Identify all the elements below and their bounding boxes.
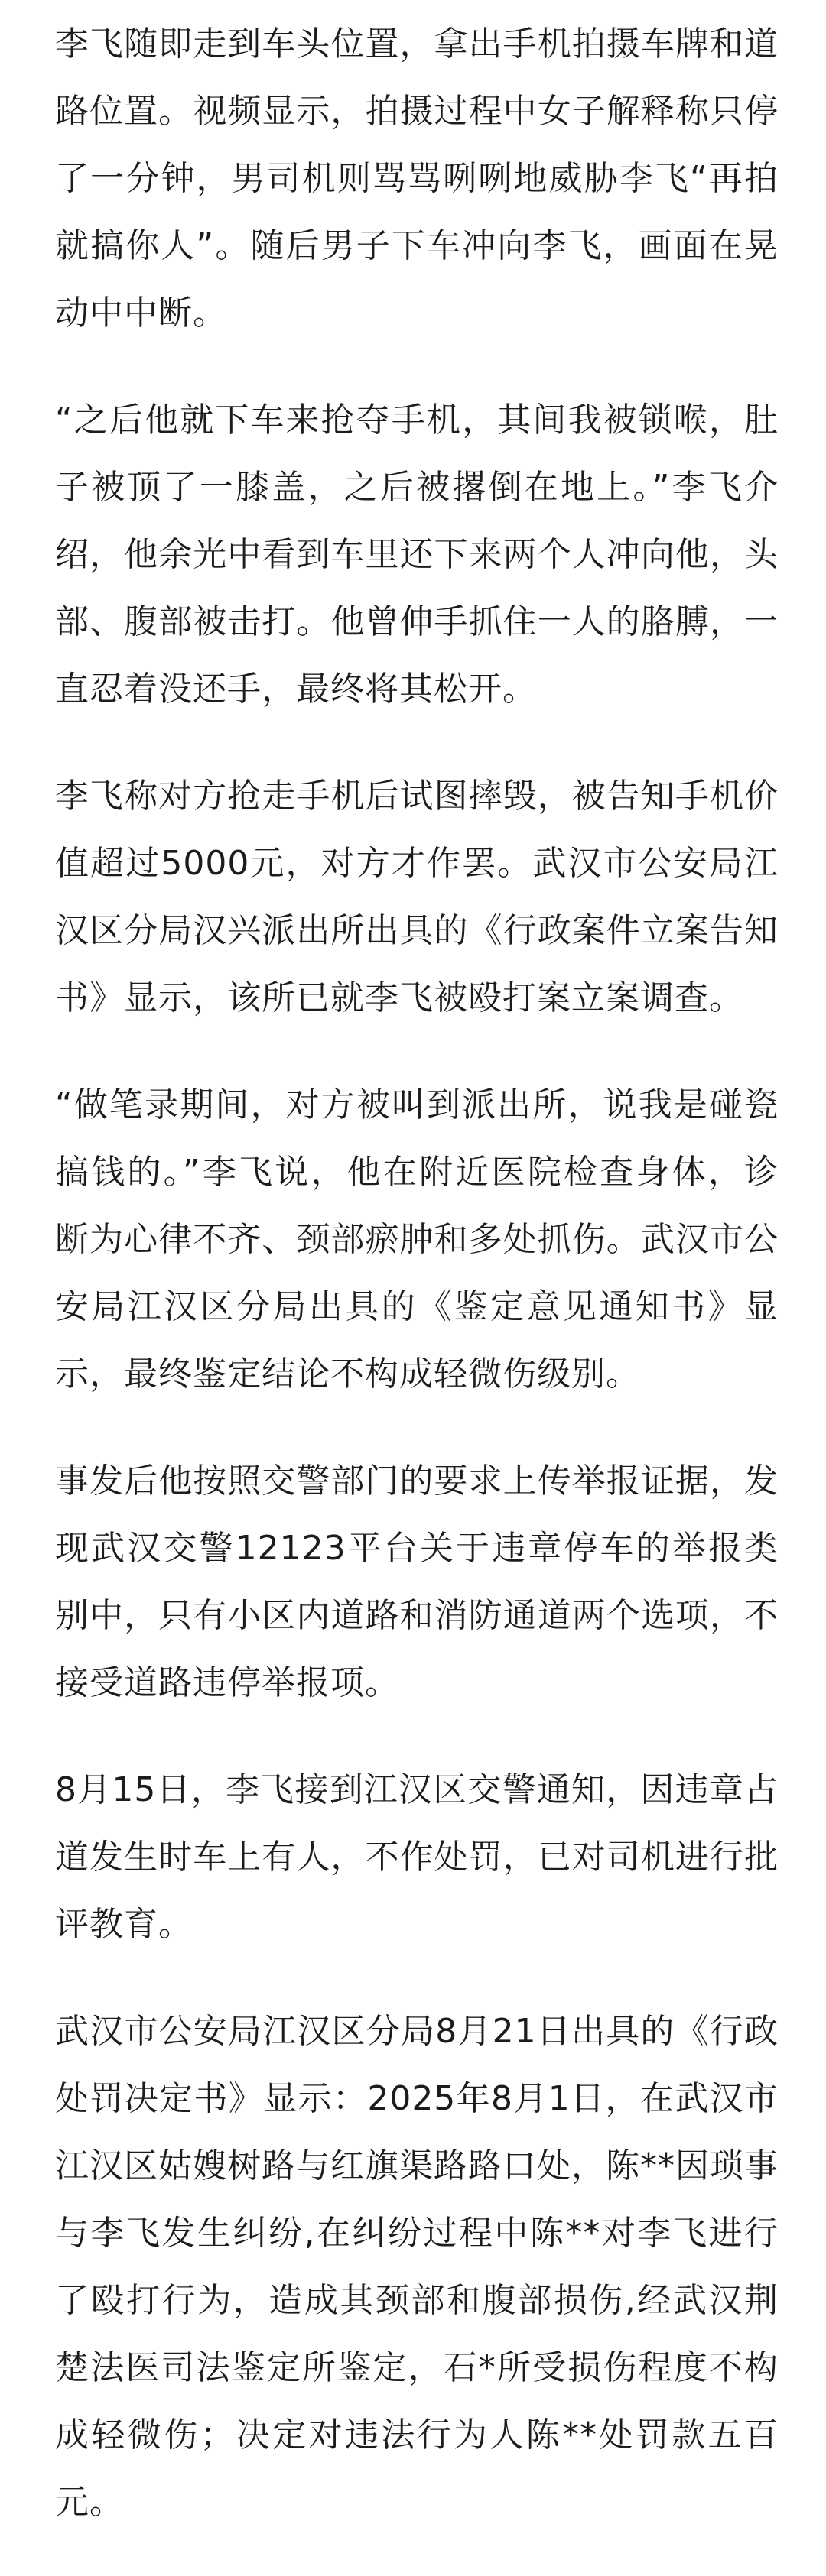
paragraph: 李飞称对方抢走手机后试图摔毁，被告知手机价值超过5000元，对方才作罢。武汉市公安局江汉区分局汉兴派出所出具的《行政案件立案告知书》显示，该所已就李飞被殴打案立案调查。 (55, 777, 779, 1017)
paragraph: “做笔录期间，对方被叫到派出所，说我是碰瓷搞钱的。”李飞说，他在附近医院检查身体，诊断为心律不齐、颈部瘀肿和多处抓伤。武汉市公安局江汉区分局出具的《鉴定意见通知书》显示，最终鉴定结论不构成轻微伤级别。 (55, 1085, 779, 1393)
paragraph: 武汉市公安局江汉区分局8月21日出具的《行政处罚决定书》显示：2025年8月1日，在武汉市江汉区姑嫂树路与红旗渠路路口处，陈**因琐事与李飞发生纠纷,在纠纷过程中陈**对李飞进行了殴打行为，造成其颈部和腹部损伤,经武汉荆楚法医司法鉴定所鉴定，石*所受损伤程度不构成轻微伤；决定对违法行为人陈**处罚款五百元。 (55, 2012, 779, 2522)
paragraph: “之后他就下车来抢夺手机，其间我被锁喉，肚子被顶了一膝盖，之后被撂倒在地上。”李飞介绍，他余光中看到车里还下来两个人冲向他，头部、腹部被击打。他曾伸手抓住一人的胳膊，一直忍着没还手，最终将其松开。 (55, 401, 779, 709)
paragraph: 李飞随即走到车头位置，拿出手机拍摄车牌和道路位置。视频显示，拍摄过程中女子解释称只停了一分钟，男司机则骂骂咧咧地威胁李飞“再拍就搞你人”。随后男子下车冲向李飞，画面在晃动中中断。 (55, 24, 779, 333)
paragraph: 事发后他按照交警部门的要求上传举报证据，发现武汉交警12123平台关于违章停车的举报类别中，只有小区内道路和消防通道两个选项，不接受道路违停举报项。 (55, 1462, 779, 1702)
paragraph: 8月15日，李飞接到江汉区交警通知，因违章占道发生时车上有人，不作处罚，已对司机进行批评教育。 (55, 1770, 779, 1944)
